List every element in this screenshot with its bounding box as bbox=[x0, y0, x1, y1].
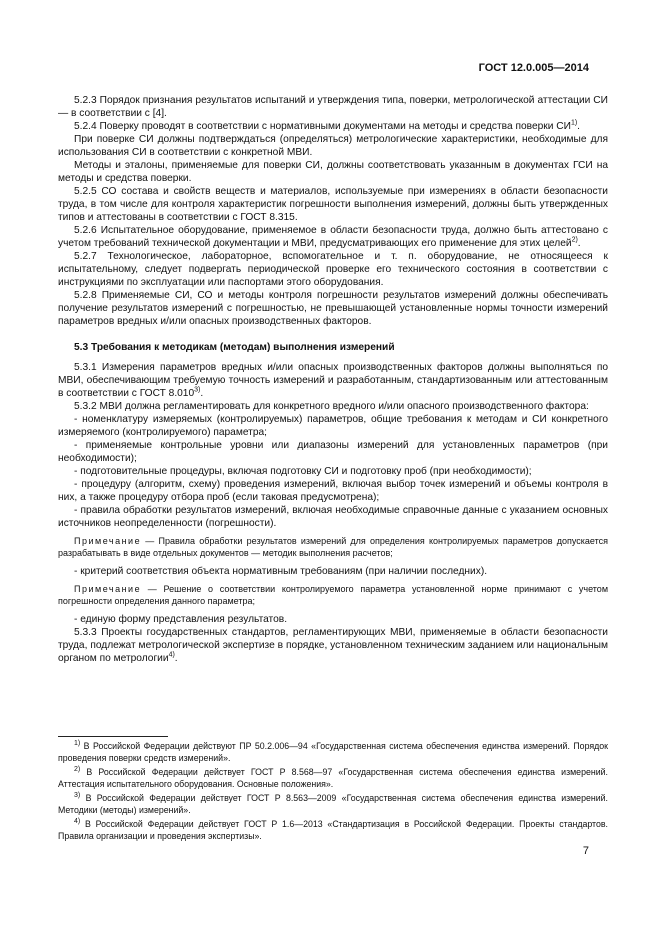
paragraph-5-2-5: 5.2.5 СО состава и свойств веществ и материалов, используемые при измерениях в области безопасности труда, в том числе для контроля характеристик погрешности выполнения измерений, должны быть утвержденных типов и аттестованы в соответствии с ГОСТ 8.315. bbox=[58, 186, 608, 223]
paragraph-5-2-3: 5.2.3 Порядок признания результатов испытаний и утверждения типа, поверки, метрологической аттестации СИ — в соответствии с [4]. bbox=[58, 95, 608, 119]
document-body bbox=[58, 94, 608, 665]
note-label: Примечание bbox=[74, 584, 142, 594]
section-heading-5-3: 5.3 Требования к методикам (методам) выполнения измерений bbox=[74, 342, 395, 353]
footnote-2: $^{2)}$ В Российской Федерации действует ГОСТ Р 8.568—97 «Государственная система обеспечения единства измерений. Аттестация испытательного оборудования. Основные положения». bbox=[58, 766, 608, 789]
footnote-ref-3: 3) bbox=[194, 386, 201, 394]
document-header: ГОСТ 12.0.005—2014 bbox=[478, 62, 589, 74]
note-1: Примечание — Правила обработки результатов измерений для определения контролируемых параметров допускается разрабатывать в виде отдельных документов — методик выполнения расчетов; bbox=[58, 536, 608, 558]
note-label: Примечание bbox=[74, 536, 142, 546]
footnote-3: $^{3)}$ В Российской Федерации действует ГОСТ Р 8.563—2009 «Государственная система обеспечения единства измерений. Методики (методы) измерений». bbox=[58, 792, 608, 815]
list-item: - применяемые контрольные уровни или диапазоны измерений для установленных параметров (при необходимости); bbox=[58, 440, 608, 464]
paragraph-5-2-4-b: При поверке СИ должны подтверждаться (определяться) метрологические характеристики, необходимые для использования СИ в соответствии с конкретной МВИ. bbox=[58, 134, 608, 158]
paragraph-5-3-3: 5.3.3 Проекты государственных стандартов, регламентирующих МВИ, применяемые в области безопасности труда, подлежат метрологической экспертизе в порядке, установленном техническим заданием или национальным органом по метрологии$^{4)}$. bbox=[58, 627, 608, 664]
footnote-ref-4: 4) bbox=[168, 651, 175, 659]
paragraph-5-2-7: 5.2.7 Технологическое, лабораторное, вспомогательное и т. п. оборудование, не относящееся к испытательному, следует подвергать периодической проверке его технического состояния в соответствии с инструкциями по эксплуатации или паспортами этого оборудования. bbox=[58, 251, 608, 288]
list-item: - номенклатуру измеряемых (контролируемых) параметров, общие требования к методам и СИ конкретного измеряемого (контролируемого) параметра; bbox=[58, 414, 608, 438]
list-item: - правила обработки результатов измерений, включая необходимые справочные данные с указанием основных источников неопределенности (погрешности). bbox=[58, 505, 608, 529]
list-item: - единую форму представления результатов. bbox=[74, 614, 288, 625]
paragraph-5-2-6: 5.2.6 Испытательное оборудование, применяемое в области безопасности труда, должно быть аттестовано с учетом требований технической документации и МВИ, предусматривающих его применение для этих целей$^{2)}$. bbox=[58, 225, 608, 249]
paragraph-5-3-2: 5.3.2 МВИ должна регламентировать для конкретного вредного и/или опасного производственного фактора: bbox=[74, 401, 589, 412]
footnote-1: $^{1)}$ В Российской Федерации действуют ПР 50.2.006—94 «Государственная система обеспечения единства измерений. Порядок проведения поверки средств измерений». bbox=[58, 740, 608, 763]
paragraph-5-2-4-c: Методы и эталоны, применяемые для поверки СИ, должны соответствовать указанным в документах ГСИ на методы и средства поверки. bbox=[58, 160, 608, 184]
list-item: - процедуру (алгоритм, схему) проведения измерений, включая выбор точек измерений и объемы контроля в них, а также процедуру отбора проб (если таковая предусмотрена); bbox=[58, 479, 608, 503]
footnote-4: $^{4)}$ В Российской Федерации действует ГОСТ Р 1.6—2013 «Стандартизация в Российской Федерации. Проекты стандартов. Правила организации и проведения экспертизы». bbox=[58, 818, 608, 841]
page-number: 7 bbox=[582, 845, 589, 857]
note-2: Примечание — Решение о соответствии контролируемого параметра установленной норме принимают с учетом погрешности определения данного параметра; bbox=[58, 584, 608, 606]
footnotes bbox=[58, 741, 608, 845]
paragraph-5-2-8: 5.2.8 Применяемые СИ, СО и методы контроля погрешности результатов измерений должны обеспечивать получение результатов измерений с погрешностью, не превышающей установленные нормы точности измерений параметров вредных и/или опасных производственных факторов. bbox=[58, 290, 608, 327]
footnote-ref-2: 2) bbox=[571, 236, 578, 244]
paragraph-5-2-4: 5.2.4 Поверку проводят в соответствии с нормативными документами на методы и средства поверки СИ$^{1)}$. bbox=[74, 119, 581, 132]
list-item: - подготовительные процедуры, включая подготовку СИ и подготовку проб (при необходимости); bbox=[74, 466, 532, 477]
paragraph-5-3-1: 5.3.1 Измерения параметров вредных и/или опасных производственных факторов должны выполняться по МВИ, обеспечивающим требуемую точность измерений и разработанным, стандартизованным или аттестованным в соответствии с ГОСТ 8.010$^{3)}$. bbox=[58, 362, 608, 399]
footnote-divider bbox=[58, 736, 168, 737]
list-item: - критерий соответствия объекта нормативным требованиям (при наличии последних). bbox=[74, 566, 488, 577]
footnote-ref-1: 1) bbox=[570, 119, 578, 127]
